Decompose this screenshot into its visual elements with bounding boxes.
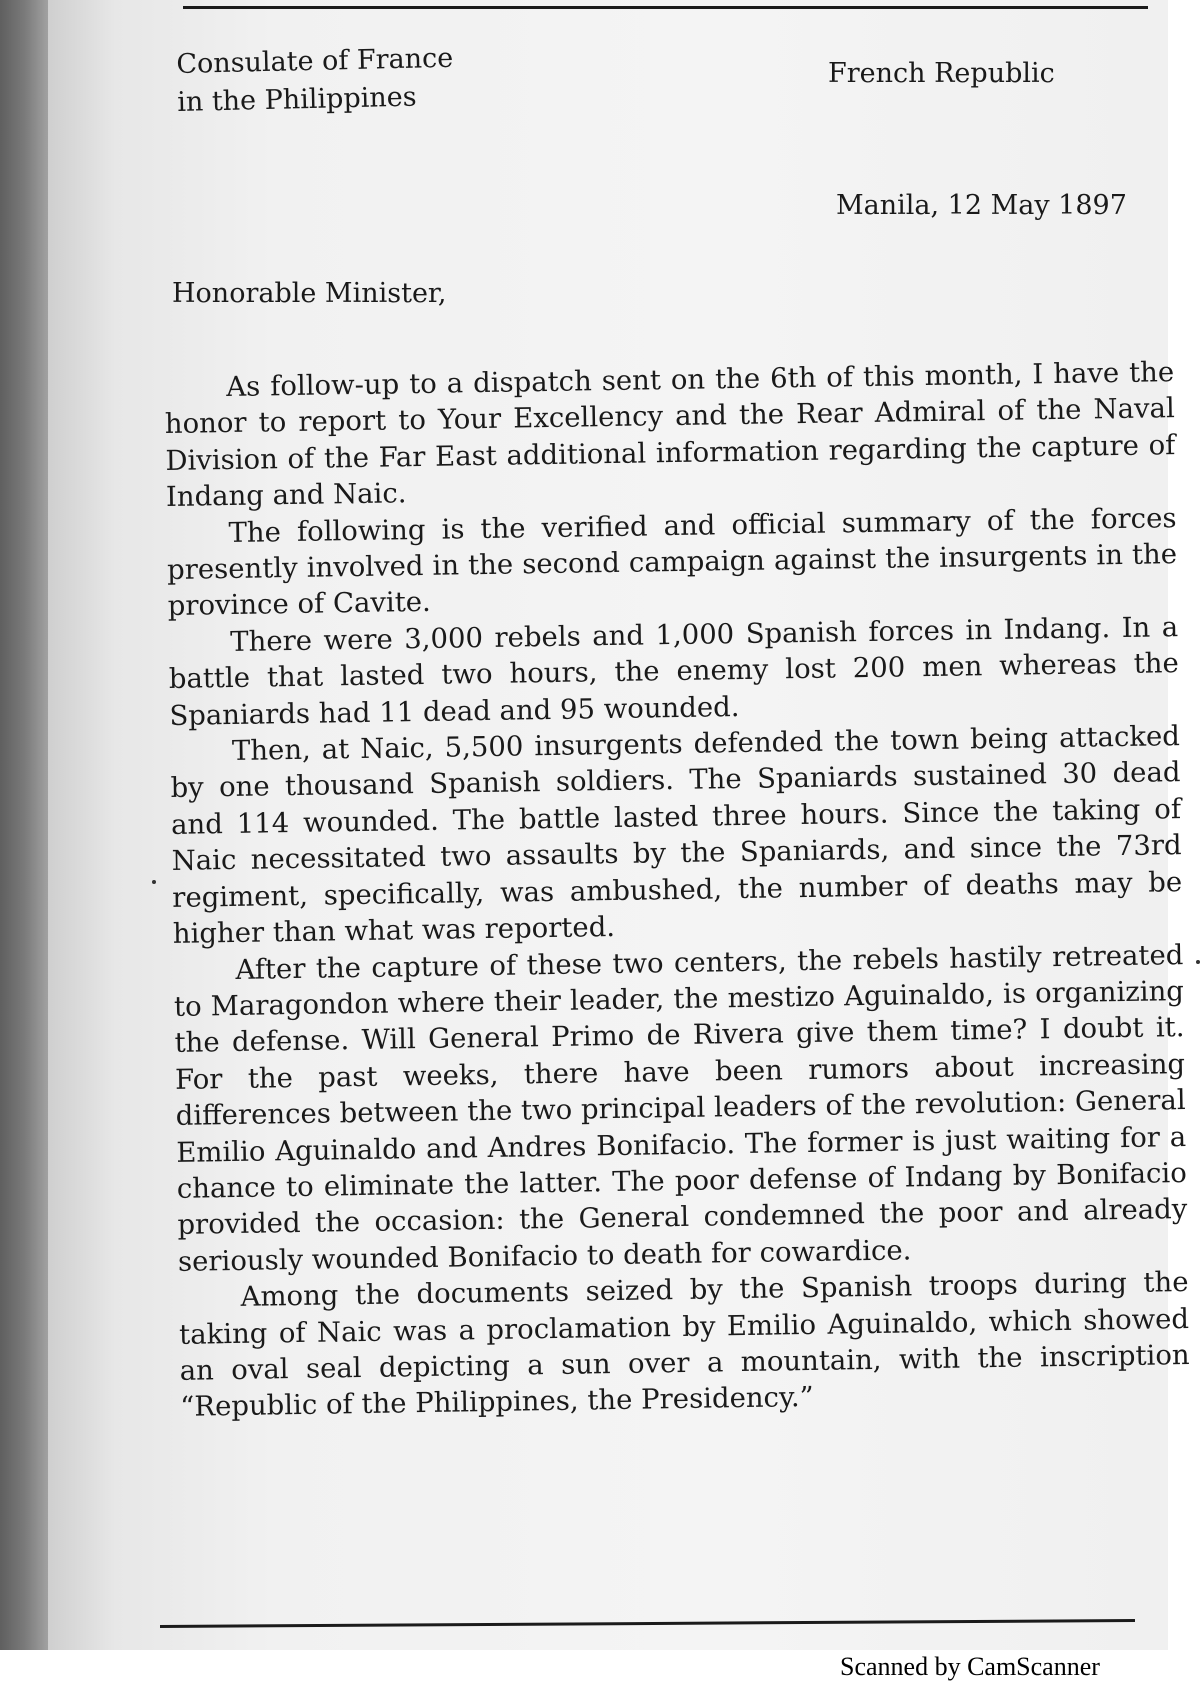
sender-block	[176, 40, 454, 122]
paragraph: Among the documents seized by the Spanish troops during the taking of Naic was a proclamation by Emilio Aguinaldo, which showed an oval seal depicting a sun over a mountain, with the inscription “Republic of the Philippines, the Presidency.”	[178, 1266, 1190, 1424]
paragraph: Then, at Naic, 5,500 insurgents defended the town being attacked by one thousand Spanish soldiers. The Spaniards sustained 30 dead and 114 wounded. The battle lasted three hours. Since the taking of Naic necessitated two assaults by the Spaniards, and since the 73rd regiment, specifically, was ambushed, the number of deaths may be higher than what was reported.	[170, 720, 1183, 951]
document-page	[48, 0, 1190, 1650]
paragraph: As follow-up to a dispatch sent on the 6th of this month, I have the honor to report to Your Excellency and the Rear Admiral of the Naval Division of the Far East additional information regarding the capture of Indang and Naic.	[164, 356, 1176, 514]
paragraph: The following is the verified and official summary of the forces presently involved in the second campaign against the insurgents in the province of Cavite.	[166, 501, 1178, 623]
salutation: Honorable Minister,	[172, 278, 447, 309]
scan-speck	[1196, 960, 1200, 964]
paragraph: After the capture of these two centers, the rebels hastily retreated to Maragondon where their leader, the mestizo Aguinaldo, is organizing the defense. Will General Primo de Rivera give them time? I doubt it. For the past weeks, there have been rumors about increasing differences between the two principal leaders of the revolution: General Emilio Aguinaldo and Andres Bonifacio. The former is just waiting for a chance to eliminate the latter. The poor defense of Indang by Bonifacio provided the occasion: the General condemned the poor and already seriously wounded Bonifacio to death for cowardice.	[173, 938, 1188, 1278]
letter-body	[164, 354, 1190, 1426]
bottom-rule	[160, 1619, 1135, 1628]
republic-heading: French Republic	[828, 58, 1055, 89]
sender-line-2: in the Philippines	[176, 81, 417, 118]
scan-speck	[152, 880, 156, 884]
sender-line-1: Consulate of France	[176, 42, 454, 80]
date-line: Manila, 12 May 1897	[836, 190, 1127, 221]
scanner-watermark: Scanned by CamScanner	[840, 1652, 1100, 1681]
paragraph: There were 3,000 rebels and 1,000 Spanish forces in Indang. In a battle that lasted two hours, the enemy lost 200 men whereas the Spaniards had 11 dead and 95 wounded.	[168, 610, 1179, 732]
top-rule	[183, 6, 1148, 9]
